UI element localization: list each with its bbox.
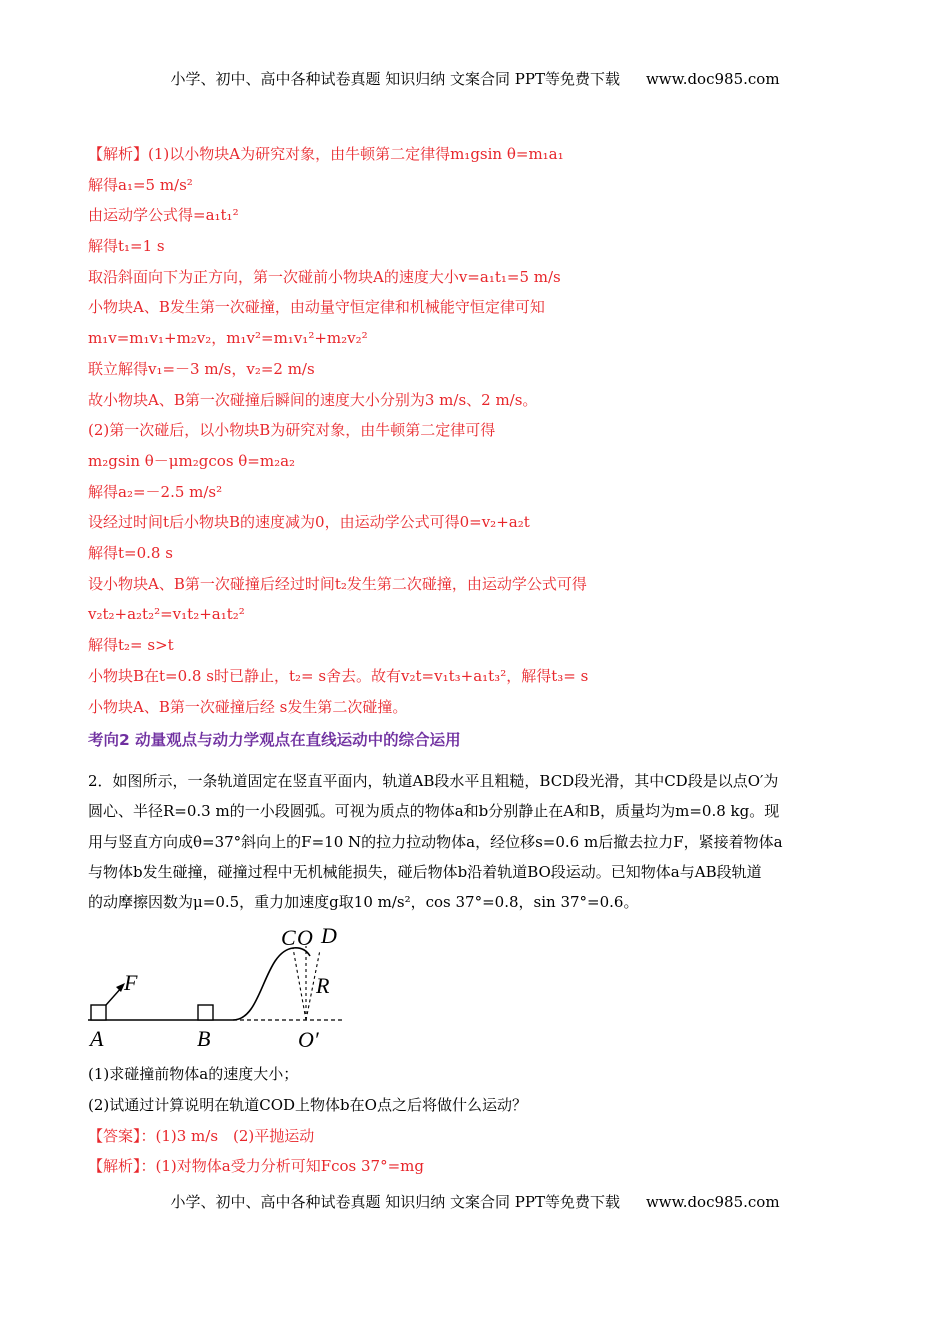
section-title: 考向2 动量观点与动力学观点在直线运动中的综合运用 (88, 731, 461, 749)
track-curve (233, 948, 310, 1020)
page-header (0, 68, 950, 89)
label-b: B (197, 1026, 211, 1051)
problem-line: 用与竖直方向成θ=37°斜向上的F=10 N的拉力拉动物体a，经位移s=0.6 m后撤去拉力F，紧接着物体a (88, 833, 783, 851)
question-2: (2)试通过计算说明在轨道COD上物体b在O点之后将做什么运动？ (88, 1096, 527, 1114)
solution-line: 小物块B在t=0.8 s时已静止，t₂= s舍去。故有v₂t=v₁t₃+a₁t₃²，解得t₃= s (88, 667, 589, 685)
track-diagram (88, 924, 348, 1056)
solution-line: (2)第一次碰后，以小物块B为研究对象，由牛顿第二定律可得 (88, 421, 496, 439)
problem-line: 的动摩擦因数为μ=0.5，重力加速度g取10 m/s²，cos 37°=0.8，sin 37°=0.6。 (88, 893, 639, 911)
solution-line: m₂gsin θ－μm₂gcos θ=m₂a₂ (88, 452, 296, 470)
solution-line: 【解析】(1)以小物块A为研究对象，由牛顿第二定律得m₁gsin θ=m₁a₁ (88, 145, 564, 163)
radius-line-left (293, 948, 306, 1020)
solution-line: 故小物块A、B第一次碰撞后瞬间的速度大小分别为3 m/s、2 m/s。 (88, 391, 538, 409)
label-c: C (281, 925, 296, 950)
problem-line: 与物体b发生碰撞，碰撞过程中无机械能损失，碰后物体b沿着轨道BO段运动。已知物体a与AB段轨道 (88, 863, 762, 881)
footer-site: www.doc985.com (645, 1193, 780, 1211)
problem-line: 圆心、半径R=0.3 m的一小段圆弧。可视为质点的物体a和b分别静止在A和B，质量均为m=0.8 kg。现 (88, 802, 780, 820)
header-text: 小学、初中、高中各种试卷真题 知识归纳 文案合同 PPT等免费下载 (170, 70, 620, 88)
solution-line: 小物块A、B第一次碰撞后经 s发生第二次碰撞。 (88, 698, 408, 716)
solution-line: 设经过时间t后小物块B的速度减为0，由运动学公式可得0=v₂+a₂t (88, 513, 530, 531)
header-site: www.doc985.com (645, 70, 780, 88)
solution-line: 联立解得v₁=－3 m/s，v₂=2 m/s (88, 360, 315, 378)
question-1: (1)求碰撞前物体a的速度大小； (88, 1065, 299, 1083)
label-f: F (124, 970, 138, 995)
footer-text: 小学、初中、高中各种试卷真题 知识归纳 文案合同 PPT等免费下载 (170, 1193, 620, 1211)
label-d: D (321, 924, 337, 948)
solution-line: 取沿斜面向下为正方向，第一次碰前小物块A的速度大小v=a₁t₁=5 m/s (88, 268, 561, 286)
solution-line: 解得t₁=1 s (88, 237, 165, 255)
block-a (91, 1005, 106, 1020)
label-o-prime: O′ (298, 1027, 319, 1052)
solution-line: 解得t=0.8 s (88, 544, 173, 562)
solution-line: 解得a₂=－2.5 m/s² (88, 483, 223, 501)
answer-line: 【答案】：(1)3 m/s (2)平抛运动 (88, 1127, 315, 1145)
solution-line: v₂t₂+a₂t₂²=v₁t₂+a₁t₂² (88, 605, 245, 623)
analysis-line: 【解析】：(1)对物体a受力分析可知Fcos 37°=mg (88, 1157, 424, 1175)
solution-line: 小物块A、B发生第一次碰撞，由动量守恒定律和机械能守恒定律可知 (88, 298, 545, 316)
solution-line: 解得a₁=5 m/s² (88, 176, 193, 194)
solution-line: m₁v=m₁v₁+m₂v₂，m₁v²=m₁v₁²+m₂v₂² (88, 329, 368, 347)
page-footer (0, 1191, 950, 1212)
solution-line: 设小物块A、B第一次碰撞后经过时间t₂发生第二次碰撞，由运动学公式可得 (88, 575, 587, 593)
solution-line: 解得t₂= s>t (88, 636, 174, 654)
block-b (198, 1005, 213, 1020)
label-r: R (316, 973, 330, 998)
label-a: A (90, 1026, 104, 1051)
problem-line: 2．如图所示，一条轨道固定在竖直平面内，轨道AB段水平且粗糙，BCD段光滑，其中CD段是以点O′为 (88, 772, 779, 790)
label-o: O (297, 925, 313, 950)
solution-line: 由运动学公式得=a₁t₁² (88, 206, 239, 224)
